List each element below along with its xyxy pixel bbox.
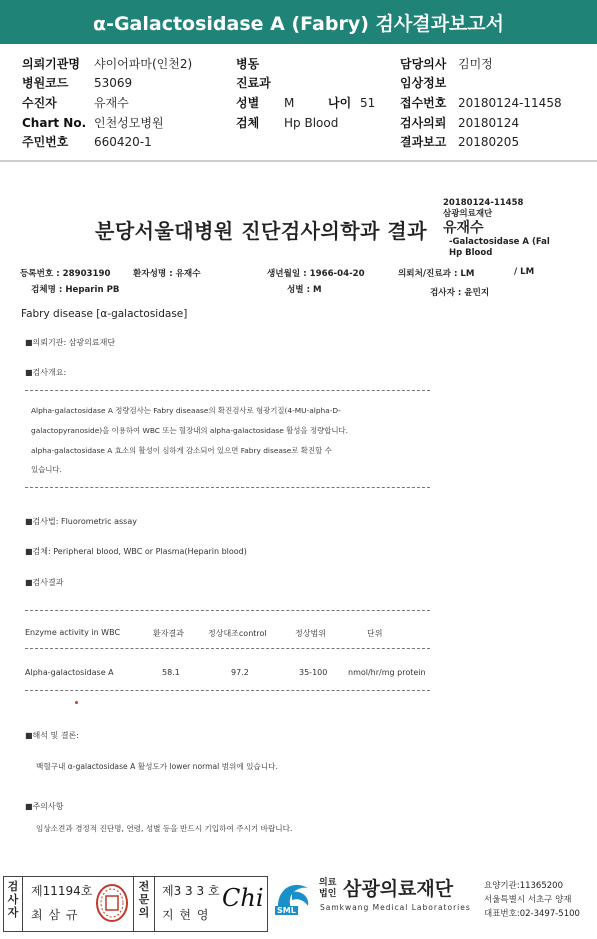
examiner-seal (95, 883, 129, 923)
table-header-unit: 단위 (367, 629, 383, 638)
overview-heading: ■검사개요: (25, 368, 67, 377)
table-cell-range: 35-100 (299, 668, 328, 677)
overview-line-2: galactopyranoside)을 이용하여 WBC 또는 혈장내의 alpha-galactosidase 활성을 정량합니다. (31, 426, 348, 435)
table-header-control: 정상대조control (208, 629, 267, 638)
signature-box-divider-2 (133, 876, 134, 932)
specimen-line: ■검체: Peripheral blood, WBC or Plasma(Heparin blood) (25, 547, 247, 556)
org-name: 삼광의료재단 (343, 878, 454, 900)
header-row-hospital-code: 병원코드 53069 (22, 76, 133, 90)
table-cell-patient: 58.1 (162, 668, 180, 677)
overview-line-4: 있습니다. (31, 465, 62, 474)
overview-rule-top (25, 390, 430, 391)
notes-text: 임상소견과 경정적 진단명, 연령, 성별 등을 반드시 기입하여 주시기 바랍니다. (36, 824, 293, 833)
results-rule-mid (25, 648, 430, 649)
examiner: 검사자 : 윤민지 (430, 288, 490, 298)
header-divider (0, 160, 597, 162)
org-address: 서울특별시 서초구 양재 (484, 895, 572, 905)
table-cell-enzyme: Alpha-galactosidase A (25, 668, 114, 677)
org-code: 요양기관:11365200 (484, 881, 563, 891)
overview-line-3: alpha-galactosidase A 효소의 활성이 심하게 감소되어 있으면 Fabry disease로 확진할 수 (31, 446, 332, 455)
org-prefix-1: 의료 (319, 878, 337, 888)
date-of-birth: 생년월일 : 1966-04-20 (267, 269, 365, 279)
table-cell-control: 97.2 (231, 668, 249, 677)
receipt-stamp (443, 198, 550, 259)
specialist-license: 제3 3 3 호 (162, 884, 220, 898)
header-row-specimen: 검체 Hp Blood (236, 116, 339, 130)
referring-dept: 의뢰처/진료과 : LM (398, 269, 475, 279)
header-row-ward: 병동 (236, 57, 260, 71)
table-header-range: 정상범위 (295, 629, 326, 638)
org-english: Samkwang Medical Laboratories (320, 903, 471, 912)
header-row-sex: 성별 M (236, 96, 295, 110)
header-row-institution: 의뢰기관명 샤이어파마(인천2) (22, 57, 193, 71)
stamp-receipt-no: 20180124-11458 (443, 198, 524, 208)
header-row-report-date: 결과보고 20180205 (400, 135, 520, 149)
table-header-enzyme: Enzyme activity in WBC (25, 628, 121, 637)
header-row-age: 나이 51 (328, 96, 376, 110)
stamp-test: -Galactosidase A (Fal (449, 237, 550, 247)
specimen-name: 검체명 : Heparin PB (31, 285, 120, 295)
test-name: Fabry disease [α-galactosidase] (21, 308, 188, 320)
stamp-org: 삼광의료재단 (443, 209, 493, 219)
requester-line: ■의뢰기관: 삼광의료재단 (25, 338, 116, 347)
header-row-chart-no: Chart No. 인천성모병원 (22, 116, 164, 130)
org-prefix-2: 법인 (319, 889, 337, 899)
org-phone: 대표번호:02-3497-5100 (484, 909, 580, 919)
table-cell-unit: nmol/hr/mg protein (348, 668, 426, 677)
results-rule-top (25, 610, 430, 611)
stamp-patient: 유재수 (443, 220, 484, 236)
report-title-banner (0, 0, 597, 44)
specialist-name: 지 현 영 (162, 908, 210, 922)
method-line: ■검사법: Fluorometric assay (25, 517, 137, 526)
header-row-doctor: 담당의사 김미정 (400, 57, 493, 71)
results-heading: ■검사결과 (25, 578, 64, 587)
header-row-resident-no: 주민번호 660420-1 (22, 135, 152, 149)
header-row-department: 진료과 (236, 76, 271, 90)
examiner-license: 제11194호 (31, 884, 93, 898)
overview-rule-bottom (25, 487, 430, 488)
report-title: α-Galactosidase A (Fabry) 검사결과보고서 (93, 12, 504, 35)
notes-heading: ■주의사항 (25, 802, 64, 811)
red-dot-mark (75, 701, 78, 704)
interpretation-text: 백혈구내 α-galactosidase A 활성도가 lower normal 범위에 있습니다. (36, 762, 278, 771)
signature-box-divider-1 (22, 876, 23, 932)
patient-name: 환자성명 : 유재수 (133, 269, 201, 279)
referring-dept-2: / LM (514, 267, 535, 277)
header-row-receipt-no: 접수번호 20180124-11458 (400, 96, 562, 110)
header-row-request-date: 검사의뢰 20180124 (400, 116, 520, 130)
signature-box-divider-3 (154, 876, 155, 932)
reg-no: 등록번호 : 28903190 (20, 269, 111, 279)
table-header-patient: 환자결과 (153, 629, 184, 638)
scan-report-title: 분당서울대병원 진단검사의학과 결과 (95, 219, 428, 243)
patient-sex: 성별 : M (287, 285, 322, 295)
examiner-name: 최 삼 규 (31, 908, 79, 922)
header-row-clinical-info: 임상정보 (400, 76, 447, 90)
sml-logo-text: SML (277, 906, 296, 915)
examiner-role: 검사자 (7, 880, 19, 919)
header-row-patient: 수진자 유재수 (22, 96, 129, 110)
stamp-specimen: Hp Blood (449, 248, 493, 258)
specialist-role: 전문의 (138, 880, 150, 919)
overview-line-1: Alpha-galactosidase A 정량검사는 Fabry diseaase의 확진검사로 형광기질(4-MU-alpha-D- (31, 406, 341, 415)
interpretation-heading: ■해석 및 결론: (25, 731, 79, 740)
specialist-signature: Chi (222, 884, 264, 912)
results-rule-bottom (25, 690, 430, 691)
